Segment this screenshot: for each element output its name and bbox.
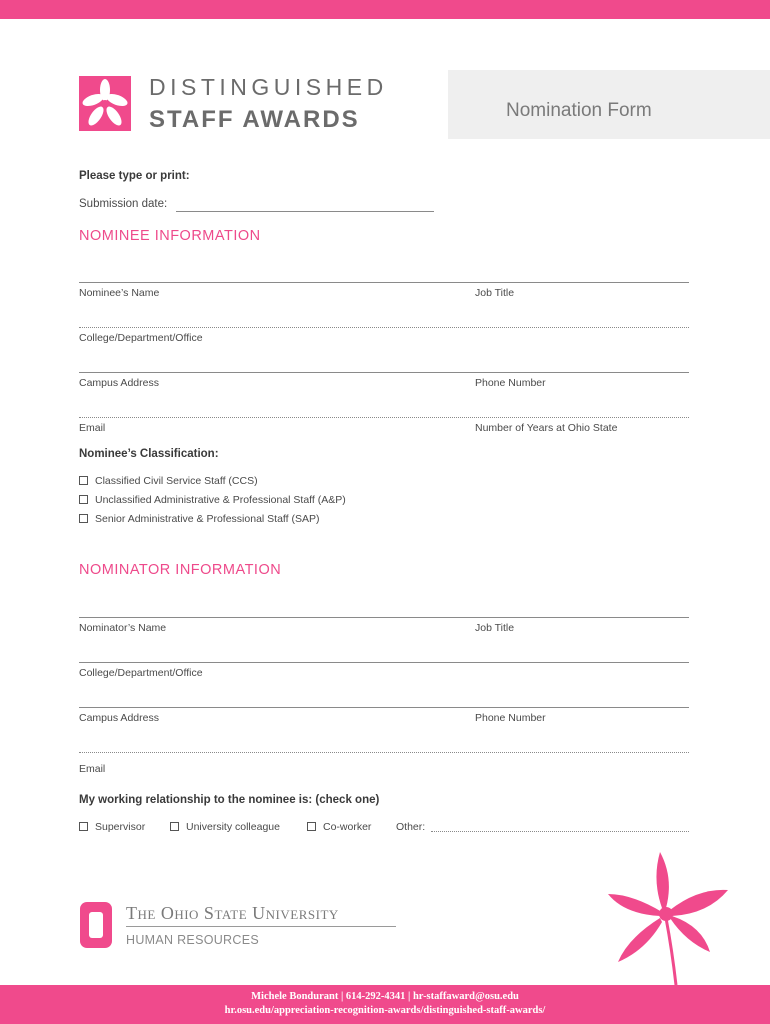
checkbox-icon[interactable] (79, 514, 88, 523)
classification-label: Classified Civil Service Staff (CCS) (95, 475, 258, 487)
checkbox-icon[interactable] (79, 822, 88, 831)
classification-title: Nominee’s Classification: (79, 448, 219, 460)
form-title: Nomination Form (506, 100, 652, 121)
nominee-name-label: Nominee’s Name (79, 287, 160, 299)
checkbox-icon[interactable] (79, 476, 88, 485)
nominator-phone-label: Phone Number (475, 712, 546, 724)
nominee-campus-field[interactable] (79, 372, 689, 373)
nominator-name-label: Nominator’s Name (79, 622, 167, 634)
nominator-campus-label: Campus Address (79, 712, 159, 724)
nominee-name-field[interactable] (79, 282, 689, 283)
nominator-name-field[interactable] (79, 617, 689, 618)
submission-date-field[interactable] (176, 211, 434, 212)
relationship-option-supervisor[interactable] (79, 821, 145, 833)
nominator-college-label: College/Department/Office (79, 667, 203, 679)
nominee-phone-label: Phone Number (475, 377, 546, 389)
relationship-other-label: Other: (396, 821, 426, 833)
classification-label: Senior Administrative & Professional Staff (SAP) (95, 513, 320, 525)
university-department: HUMAN RESOURCES (126, 933, 259, 947)
checkbox-icon[interactable] (307, 822, 316, 831)
relationship-title: My working relationship to the nominee is: (check one) (79, 794, 380, 806)
form-title-panel (448, 70, 770, 139)
relationship-option-colleague[interactable] (170, 821, 280, 833)
type-or-print-instruction: Please type or print: (79, 170, 190, 182)
relationship-label: Co-worker (323, 821, 372, 833)
footer-url: hr.osu.edu/appreciation-recognition-awards/distinguished-staff-awards/ (224, 1005, 546, 1016)
nominator-section-title: NOMINATOR INFORMATION (79, 562, 282, 578)
top-accent-bar (0, 0, 770, 19)
buckeye-flower-icon (590, 850, 740, 985)
classification-option-ccs[interactable] (79, 475, 258, 487)
relationship-label: Supervisor (95, 821, 146, 833)
checkbox-icon[interactable] (79, 495, 88, 504)
logo-title-line1: DISTINGUISHED (149, 74, 388, 100)
nominator-job-title-label: Job Title (475, 622, 515, 634)
nominator-college-field[interactable] (79, 662, 689, 663)
nominator-campus-field[interactable] (79, 707, 689, 708)
nominee-section-title: NOMINEE INFORMATION (79, 228, 261, 244)
nominee-campus-label: Campus Address (79, 377, 159, 389)
footer-contact: Michele Bondurant | 614-292-4341 | hr-staffaward@osu.edu (251, 991, 519, 1002)
relationship-option-coworker[interactable] (307, 821, 371, 833)
relationship-label: University colleague (186, 821, 280, 833)
logo-title-line2: STAFF AWARDS (149, 106, 360, 133)
checkbox-icon[interactable] (170, 822, 179, 831)
university-name: The Ohio State University (126, 903, 339, 923)
nominee-email-field[interactable] (79, 417, 689, 418)
nominator-email-label: Email (79, 763, 106, 775)
university-divider (126, 926, 396, 927)
classification-option-sap[interactable] (79, 513, 320, 525)
nominee-college-field[interactable] (79, 327, 689, 328)
classification-option-ap[interactable] (79, 494, 346, 506)
relationship-other-field[interactable] (431, 831, 689, 832)
nominator-email-field[interactable] (79, 752, 689, 753)
nominee-years-label: Number of Years at Ohio State (475, 422, 618, 434)
ohio-state-block-o-logo (80, 902, 112, 948)
submission-date-label: Submission date: (79, 198, 168, 210)
nominee-job-title-label: Job Title (475, 287, 515, 299)
nominee-email-label: Email (79, 422, 106, 434)
classification-label: Unclassified Administrative & Professional Staff (A&P) (95, 494, 346, 506)
flower-logo-icon (79, 76, 131, 131)
nominee-college-label: College/Department/Office (79, 332, 203, 344)
